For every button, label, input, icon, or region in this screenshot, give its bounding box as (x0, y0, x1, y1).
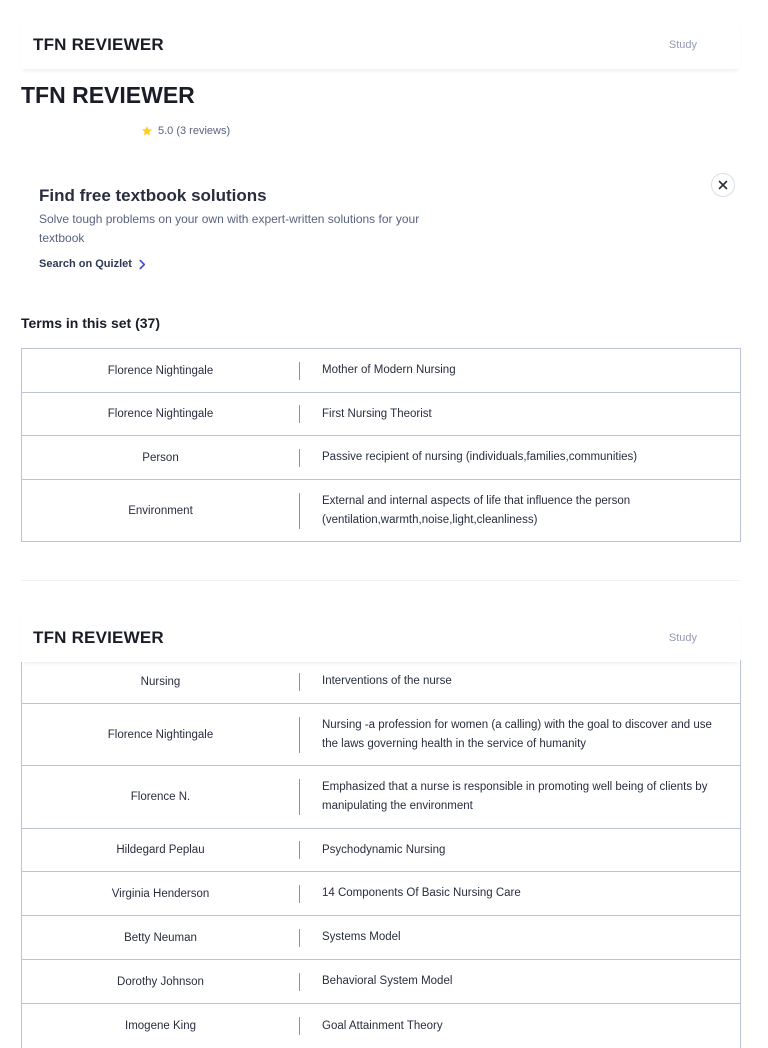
term-word: Nursing (140, 675, 181, 688)
term-row (22, 393, 740, 436)
term-row (22, 480, 740, 541)
search-on-quizlet-link[interactable] (39, 258, 459, 270)
top-header (21, 21, 740, 69)
terms-heading: Terms in this set (37) (21, 315, 161, 331)
term-definition: Psychodynamic Nursing (322, 843, 446, 856)
term-word: Florence Nightingale (107, 364, 214, 377)
term-definition: Goal Attainment Theory (322, 1020, 443, 1032)
term-word: Betty Neuman (124, 931, 197, 944)
term-row (22, 436, 740, 480)
term-row (22, 829, 740, 872)
term-definition: Passive recipient of nursing (individuals,families,communities) (322, 451, 638, 463)
term-word: Environment (128, 504, 193, 517)
term-word: Florence N. (130, 791, 191, 803)
term-row (22, 766, 740, 829)
term-definition: Interventions of the nurse (322, 675, 452, 687)
star-icon (141, 125, 153, 137)
study-link[interactable]: Study (668, 632, 697, 644)
terms-list-top (21, 348, 741, 542)
close-icon (718, 180, 728, 190)
term-word: Virginia Henderson (111, 887, 210, 900)
set-rating[interactable] (141, 125, 230, 137)
term-word: Dorothy Johnson (117, 975, 204, 988)
header-title[interactable]: TFN REVIEWER (33, 35, 164, 54)
term-word: Florence Nightingale (107, 728, 214, 741)
sticky-header (21, 614, 740, 662)
term-word: Person (142, 451, 179, 464)
term-row (22, 1004, 740, 1048)
promo-title: Find free textbook solutions (39, 186, 267, 205)
terms-list-bottom (21, 660, 741, 1048)
term-row (22, 349, 740, 393)
term-word: Florence Nightingale (107, 408, 214, 420)
promo-link-label: Search on Quizlet (39, 258, 132, 270)
set-title: TFN REVIEWER (21, 82, 195, 108)
term-definition: First Nursing Theorist (322, 407, 432, 420)
close-promo-button[interactable] (711, 173, 735, 197)
term-definition: 14 Components Of Basic Nursing Care (322, 887, 521, 899)
study-link[interactable]: Study (668, 39, 697, 51)
term-definition: Nursing -a profession for women (a calling) with the goal to discover and use the laws governing health in the service of humanity (322, 718, 712, 750)
term-definition: External and internal aspects of life that influence the person (ventilation,warmth,noise,light,cleanliness) (322, 494, 631, 526)
chevron-right-icon (138, 259, 147, 270)
term-row (22, 960, 740, 1004)
term-row (22, 916, 740, 960)
term-row (22, 660, 740, 704)
term-word: Hildegard Peplau (116, 844, 205, 856)
term-definition: Emphasized that a nurse is responsible in promoting well being of clients by manipulating the environment (322, 781, 708, 812)
term-definition: Systems Model (322, 931, 401, 943)
term-row (22, 872, 740, 916)
header-title[interactable]: TFN REVIEWER (33, 628, 164, 647)
term-definition: Behavioral System Model (322, 975, 453, 987)
term-word: Imogene King (125, 1020, 196, 1032)
rating-text: 5.0 (3 reviews) (158, 125, 231, 137)
term-row (22, 704, 740, 766)
promo-description: Solve tough problems on your own with expert-written solutions for your textbook (39, 212, 420, 245)
textbook-promo (39, 186, 459, 270)
term-definition: Mother of Modern Nursing (322, 364, 456, 376)
section-separator (21, 580, 740, 581)
